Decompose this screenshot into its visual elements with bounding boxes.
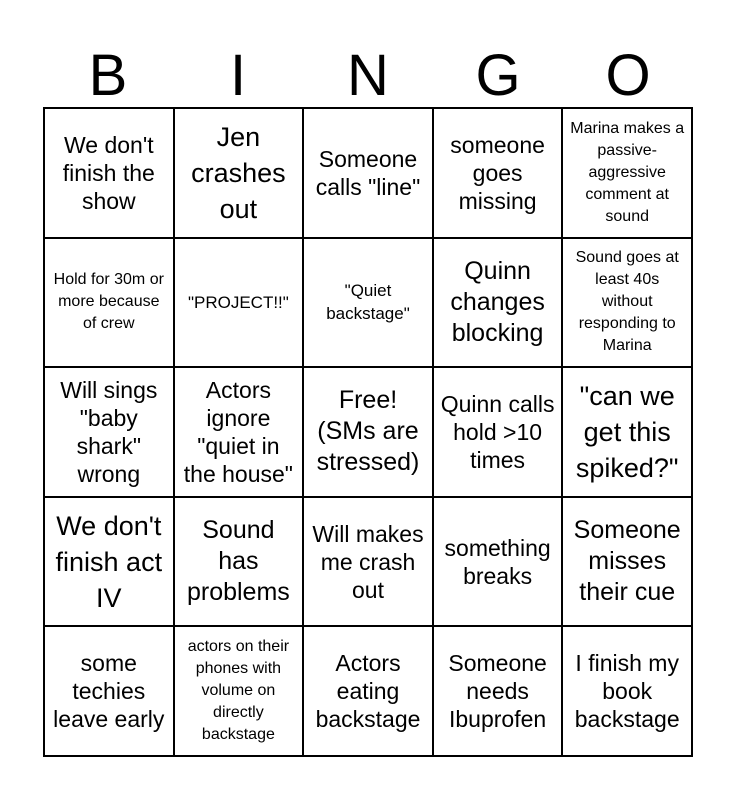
header-letter-g: G	[475, 43, 521, 108]
bingo-cell[interactable]	[562, 108, 692, 238]
cell-text: Hold for 30m or more because of crew	[53, 271, 164, 333]
cell-text: Sound goes at least 40s without responding to Marina	[575, 249, 679, 355]
bingo-cell[interactable]	[303, 626, 433, 756]
bingo-cell[interactable]	[562, 626, 692, 756]
header-letter-n: N	[347, 43, 389, 108]
bingo-cell[interactable]	[174, 626, 304, 756]
cell-text: "PROJECT!!"	[187, 292, 289, 312]
bingo-cell[interactable]	[174, 497, 304, 627]
cell-text: "Quiet backstage"	[326, 281, 410, 324]
cell-text: "can we get this spiked?"	[575, 380, 679, 483]
cell-text: Someone misses their cue	[573, 516, 681, 607]
bingo-cell[interactable]	[433, 626, 563, 756]
header-letter-i: I	[229, 43, 247, 108]
cell-text: Quinn calls hold >10 times	[440, 390, 555, 473]
bingo-cell[interactable]	[433, 238, 563, 368]
bingo-cell[interactable]	[303, 367, 433, 497]
bingo-cell[interactable]	[44, 238, 174, 368]
bingo-cell[interactable]	[44, 367, 174, 497]
cell-text: Actors eating backstage	[315, 650, 421, 733]
bingo-cell[interactable]	[174, 238, 304, 368]
cell-text: Will makes me crash out	[312, 520, 424, 603]
cell-text: some techies leave early	[53, 650, 165, 733]
cell-text: Someone needs Ibuprofen	[448, 650, 547, 733]
cell-text: Quinn changes blocking	[450, 256, 545, 347]
bingo-cell[interactable]	[174, 108, 304, 238]
bingo-cell[interactable]	[562, 238, 692, 368]
bingo-cell[interactable]	[44, 497, 174, 627]
cell-text: Jen crashes out	[191, 121, 286, 224]
bingo-cell[interactable]	[44, 626, 174, 756]
cell-text: something breaks	[444, 534, 551, 589]
header-letter-o: O	[605, 43, 651, 108]
bingo-cell[interactable]	[562, 367, 692, 497]
bingo-cell[interactable]	[562, 497, 692, 627]
bingo-header	[43, 43, 693, 108]
bingo-cell[interactable]	[303, 238, 433, 368]
cell-text: Will sings "baby shark" wrong	[60, 376, 158, 487]
cell-text: Free! (SMs are stressed)	[316, 386, 420, 477]
bingo-cell[interactable]	[44, 108, 174, 238]
cell-text: We don't finish act IV	[55, 510, 163, 613]
cell-text: Someone calls "line"	[315, 145, 421, 200]
cell-text: I finish my book backstage	[574, 650, 680, 733]
bingo-cell[interactable]	[433, 367, 563, 497]
header-letter-b: B	[88, 43, 128, 108]
bingo-board	[43, 107, 693, 757]
cell-text: someone goes missing	[450, 131, 545, 214]
bingo-cell[interactable]	[174, 367, 304, 497]
cell-text: actors on their phones with volume on directly backstage	[187, 638, 290, 744]
bingo-cell[interactable]	[433, 497, 563, 627]
bingo-cell[interactable]	[303, 497, 433, 627]
cell-text: We don't finish the show	[62, 131, 155, 214]
bingo-cell[interactable]	[303, 108, 433, 238]
cell-text: Marina makes a passive-aggressive comment at sound	[570, 119, 685, 225]
cell-text: Actors ignore "quiet in the house"	[183, 376, 293, 487]
bingo-cell[interactable]	[433, 108, 563, 238]
cell-text: Sound has problems	[186, 516, 290, 607]
